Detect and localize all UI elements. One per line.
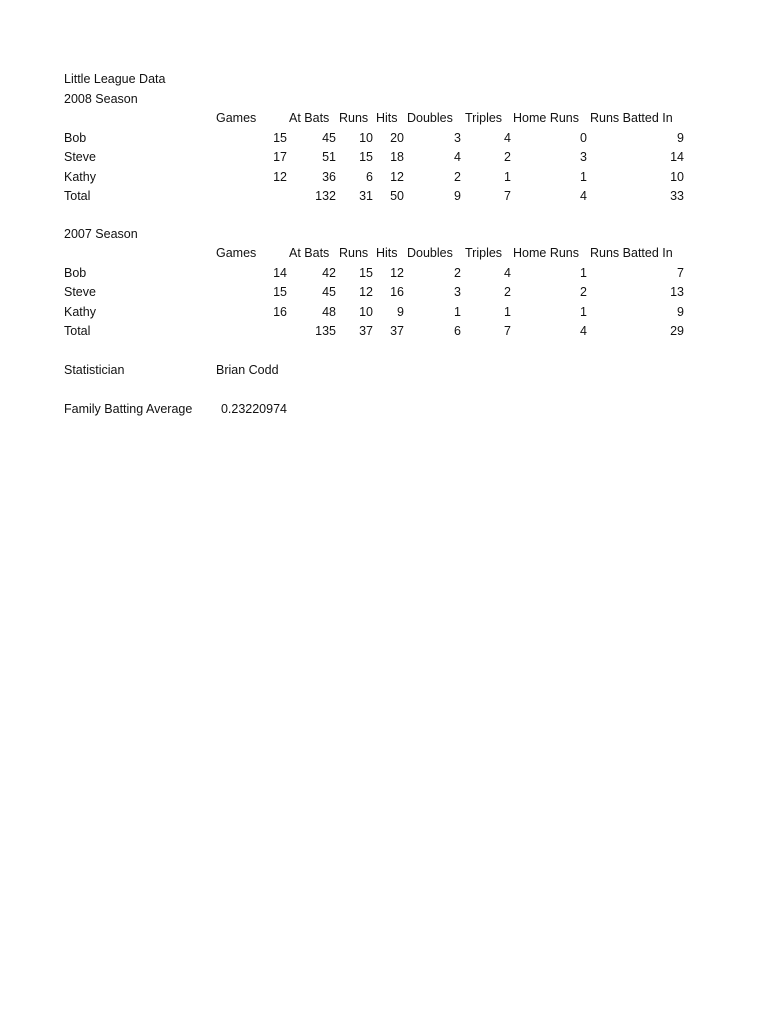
stat-value: 18 — [390, 150, 404, 165]
stat-value: 2 — [454, 169, 461, 184]
column-header: Hits — [376, 246, 398, 261]
stat-value: 12 — [390, 265, 404, 280]
column-header-row — [0, 109, 768, 128]
stat-value: 3 — [454, 130, 461, 145]
stat-value: 4 — [580, 324, 587, 338]
stat-value: 42 — [322, 265, 336, 280]
stat-value: 9 — [677, 304, 684, 319]
stat-value: 2 — [454, 265, 461, 280]
stat-value: 31 — [359, 189, 373, 203]
column-header: Games — [216, 111, 257, 126]
player-row — [0, 148, 768, 167]
stat-value: 4 — [454, 150, 461, 165]
player-row — [0, 129, 768, 148]
stat-value: 36 — [322, 169, 336, 184]
stat-value: 3 — [580, 150, 587, 165]
stat-value: 29 — [670, 324, 684, 338]
document-title: Little League Data — [64, 72, 166, 86]
stat-value: 3 — [454, 285, 461, 300]
stat-value: 6 — [454, 324, 461, 338]
stat-value: 2 — [580, 285, 587, 300]
column-header: Doubles — [407, 246, 453, 261]
column-header: Runs — [339, 246, 369, 261]
season-label: 2008 Season — [64, 92, 138, 106]
stat-value: 20 — [390, 130, 404, 145]
stat-value: 7 — [677, 265, 684, 280]
stat-value: 12 — [273, 169, 287, 184]
total-row — [0, 187, 768, 206]
player-name: Steve — [64, 285, 96, 300]
stat-value: 10 — [359, 304, 373, 319]
stat-value: 10 — [359, 130, 373, 145]
batting-average-label: Family Batting Average — [64, 402, 193, 416]
column-header-row — [0, 244, 768, 263]
column-header: At Bats — [289, 246, 330, 261]
player-name: Bob — [64, 130, 87, 145]
stat-value: 50 — [390, 189, 404, 203]
stat-value: 4 — [580, 189, 587, 203]
stat-value: 7 — [504, 324, 511, 338]
player-name: Bob — [64, 265, 87, 280]
stat-value: 2 — [504, 285, 511, 300]
stat-value: 10 — [670, 169, 684, 184]
player-row — [0, 283, 768, 302]
stat-value: 33 — [670, 189, 684, 203]
stat-value: 9 — [454, 189, 461, 203]
column-header: Triples — [465, 111, 503, 126]
stat-value: 16 — [390, 285, 404, 300]
stat-value: 4 — [504, 265, 511, 280]
column-header: Runs — [339, 111, 369, 126]
column-header: Runs Batted In — [590, 246, 673, 261]
stat-value: 17 — [273, 150, 287, 165]
player-row — [0, 264, 768, 283]
column-header: Home Runs — [513, 246, 579, 261]
stat-value: 37 — [359, 324, 373, 338]
player-name: Kathy — [64, 169, 96, 184]
stat-value: 37 — [390, 324, 404, 338]
player-row — [0, 303, 768, 322]
stat-value: 1 — [580, 304, 587, 319]
stat-value: 13 — [670, 285, 684, 300]
stat-value: 15 — [359, 265, 373, 280]
column-header: Games — [216, 246, 257, 261]
stat-value: 15 — [273, 130, 287, 145]
stat-value: 7 — [504, 189, 511, 203]
stat-value: 12 — [390, 169, 404, 184]
stat-value: 1 — [580, 265, 587, 280]
season-label: 2007 Season — [64, 227, 138, 241]
stat-value: 1 — [454, 304, 461, 319]
stat-value: 45 — [322, 130, 336, 145]
stat-value: 45 — [322, 285, 336, 300]
stat-value: 15 — [359, 150, 373, 165]
stat-value: 2 — [504, 150, 511, 165]
player-name: Steve — [64, 150, 96, 165]
player-row — [0, 168, 768, 187]
statistician-row — [0, 361, 768, 380]
column-header: Hits — [376, 111, 398, 126]
season-label-row — [0, 225, 768, 244]
total-label: Total — [64, 324, 91, 338]
total-label: Total — [64, 189, 91, 203]
stat-value: 0 — [580, 130, 587, 145]
stat-value: 1 — [504, 304, 511, 319]
stat-value: 1 — [504, 169, 511, 184]
player-name: Kathy — [64, 304, 96, 319]
batting-average-row — [0, 400, 768, 419]
column-header: Runs Batted In — [590, 111, 673, 126]
stat-value: 15 — [273, 285, 287, 300]
batting-average-value: 0.23220974 — [220, 402, 287, 416]
stat-value: 48 — [322, 304, 336, 319]
stat-value: 51 — [322, 150, 336, 165]
column-header: Home Runs — [513, 111, 579, 126]
stat-value: 4 — [504, 130, 511, 145]
title-row — [0, 70, 768, 89]
stat-value: 132 — [315, 189, 336, 203]
stat-value: 12 — [359, 285, 373, 300]
stat-value: 6 — [366, 169, 373, 184]
stat-value: 1 — [580, 169, 587, 184]
stat-value: 135 — [315, 324, 336, 338]
column-header: Triples — [465, 246, 503, 261]
statistician-value: Brian Codd — [216, 363, 279, 377]
stat-value: 14 — [670, 150, 684, 165]
total-row — [0, 322, 768, 341]
stat-value: 9 — [677, 130, 684, 145]
season-label-row — [0, 90, 768, 109]
column-header: At Bats — [289, 111, 330, 126]
stat-value: 16 — [273, 304, 287, 319]
stat-value: 14 — [273, 265, 287, 280]
statistician-label: Statistician — [64, 363, 125, 377]
column-header: Doubles — [407, 111, 453, 126]
stat-value: 9 — [397, 304, 404, 319]
